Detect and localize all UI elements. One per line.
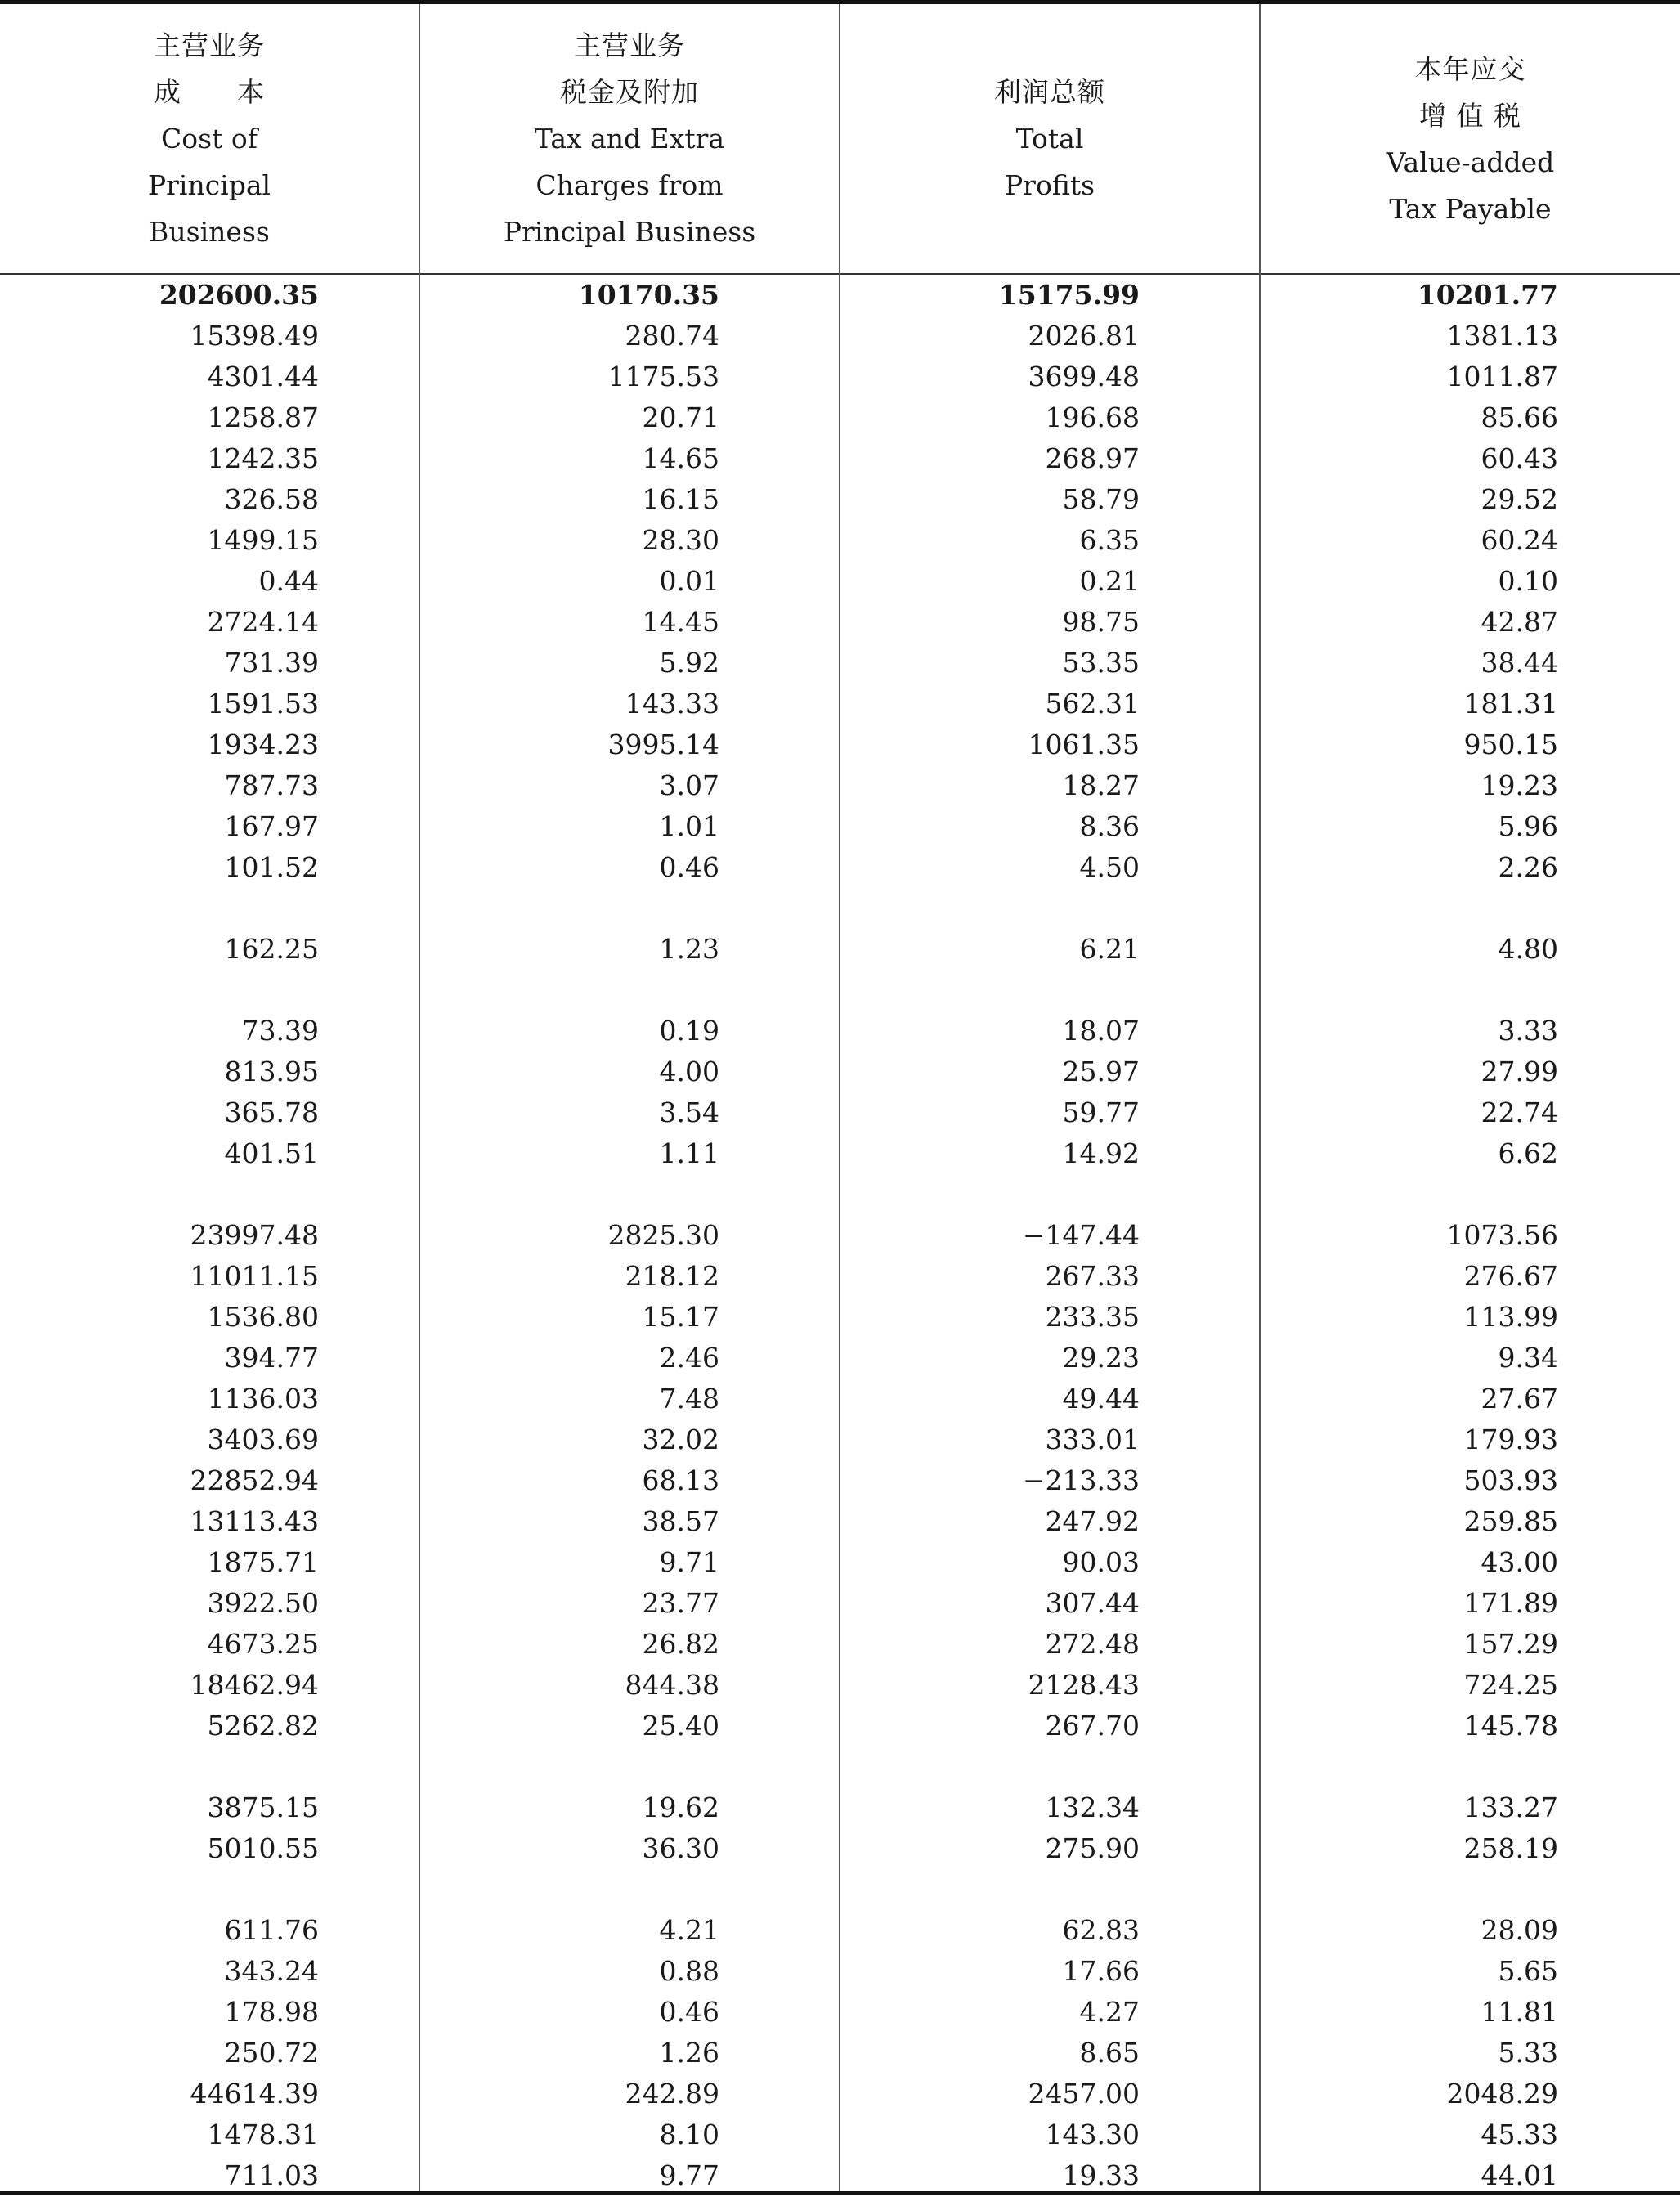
cell-vat: 950.15 [1463,729,1558,760]
cell-tax: 0.19 [659,1015,719,1047]
cell-cost: 23997.48 [190,1219,319,1251]
table-row [0,438,1680,479]
header-zh-line: 税金及附加 [560,76,699,108]
table-row [0,397,1680,438]
cell-tax: 242.89 [625,2078,719,2110]
cell-vat: 10201.77 [1417,279,1558,311]
cell-cost: 1258.87 [207,401,319,433]
table-row [0,806,1680,847]
header-en-line: Profits [1004,169,1095,201]
cell-cost: 1242.35 [207,442,319,474]
cell-tax: 2825.30 [607,1219,719,1251]
header-en-line: Cost of [161,123,258,155]
header-zh-line: 主营业务 [574,29,685,61]
header-zh-line: 利润总额 [994,76,1105,108]
cell-cost: 1934.23 [207,729,319,760]
cell-vat: 60.43 [1481,442,1558,474]
table-row [0,847,1680,888]
table-row [0,765,1680,806]
cell-tax: 14.65 [642,442,719,474]
cell-profit: 53.35 [1062,647,1140,679]
table-header [0,4,1680,273]
cell-vat: 113.99 [1463,1301,1558,1333]
table-row [0,724,1680,765]
cell-cost: 4301.44 [207,361,319,392]
cell-cost: 2724.14 [207,606,319,638]
cell-vat: 42.87 [1481,606,1558,638]
cell-profit: 14.92 [1062,1137,1140,1169]
cell-profit: 4.50 [1079,851,1140,883]
header-zh-line: 主营业务 [154,29,265,61]
cell-cost: 401.51 [224,1137,319,1169]
cell-cost: 73.39 [241,1015,319,1047]
cell-vat: 27.67 [1481,1383,1558,1415]
cell-tax: 19.62 [642,1791,719,1823]
cell-tax: 1.01 [659,810,719,842]
cell-tax: 1175.53 [607,361,719,392]
cell-cost: 5010.55 [207,1832,319,1864]
cell-profit: 307.44 [1045,1587,1140,1619]
table-row [0,356,1680,397]
cell-profit: 247.92 [1045,1505,1140,1537]
cell-profit: 8.65 [1079,2037,1140,2069]
cell-profit: 562.31 [1045,688,1140,720]
cell-tax: 4.00 [659,1056,719,1087]
cell-profit: 62.83 [1062,1914,1140,1946]
cell-vat: 43.00 [1481,1546,1558,1578]
header-zh-line: 本年应交 [1414,52,1526,85]
cell-tax: 7.48 [659,1383,719,1415]
cell-vat: 258.19 [1463,1832,1558,1864]
cell-cost: 13113.43 [190,1505,319,1537]
table-row [0,561,1680,602]
cell-vat: 503.93 [1463,1464,1558,1496]
cell-profit: 4.27 [1079,1996,1140,2028]
cell-tax: 280.74 [625,320,719,352]
cell-tax: 36.30 [642,1832,719,1864]
cell-vat: 38.44 [1481,647,1558,679]
header-cost-of-principal-business [0,4,419,273]
cell-tax: 3.07 [659,769,719,801]
cell-cost: 343.24 [224,1955,319,1987]
header-en-line: Total [1015,123,1084,155]
table-row [0,1011,1680,1051]
table-row [0,316,1680,356]
cell-cost: 162.25 [224,933,319,965]
cell-cost: 3922.50 [207,1587,319,1619]
header-en-line: Principal [147,169,271,201]
table-row [0,2033,1680,2074]
cell-profit: 196.68 [1045,401,1140,433]
cell-cost: 787.73 [224,769,319,801]
cell-tax: 4.21 [659,1914,719,1946]
cell-profit: 268.97 [1045,442,1140,474]
cell-vat: 19.23 [1481,769,1558,801]
cell-vat: 1381.13 [1446,320,1558,352]
cell-cost: 611.76 [224,1914,319,1946]
cell-vat: 6.62 [1498,1137,1558,1169]
header-zh-line: 成 本 [154,76,265,108]
table-row [0,1133,1680,1174]
table-row [0,1787,1680,1828]
table-row-total [0,275,1680,316]
table-row [0,1910,1680,1951]
cell-vat: 259.85 [1463,1505,1558,1537]
cell-tax: 1.23 [659,933,719,965]
cell-tax: 15.17 [642,1301,719,1333]
cell-tax: 1.11 [659,1137,719,1169]
cell-profit: 275.90 [1045,1832,1140,1864]
cell-vat: 28.09 [1481,1914,1558,1946]
cell-tax: 16.15 [642,483,719,515]
cell-profit: 143.30 [1045,2119,1140,2150]
cell-cost: 1591.53 [207,688,319,720]
cell-profit: 267.33 [1045,1260,1140,1292]
cell-profit: 3699.48 [1028,361,1140,392]
cell-profit: 8.36 [1079,810,1140,842]
table-row [0,1338,1680,1379]
cell-vat: 1073.56 [1446,1219,1558,1251]
table-row [0,1624,1680,1665]
table-row [0,602,1680,643]
cell-vat: 9.34 [1498,1342,1558,1374]
header-tax-and-extra-charges [420,4,839,273]
cell-tax: 28.30 [642,524,719,556]
cell-cost: 1536.80 [207,1301,319,1333]
cell-cost: 0.44 [258,565,319,597]
table-row [0,1419,1680,1460]
cell-cost: 167.97 [224,810,319,842]
cell-profit: 49.44 [1062,1383,1140,1415]
cell-cost: 22852.94 [190,1464,319,1496]
cell-vat: 133.27 [1463,1791,1558,1823]
cell-tax: 3.54 [659,1096,719,1128]
cell-profit: −147.44 [1022,1219,1140,1251]
cell-cost: 394.77 [224,1342,319,1374]
cell-profit: 18.27 [1062,769,1140,801]
table-row [0,1256,1680,1297]
cell-profit: 333.01 [1045,1424,1140,1455]
cell-profit: 1061.35 [1028,729,1140,760]
cell-vat: 4.80 [1498,933,1558,965]
header-en-line: Charges from [535,169,724,201]
table-row [0,1051,1680,1092]
cell-cost: 202600.35 [159,279,319,311]
header-en-line: Value-added [1386,146,1555,178]
cell-profit: 58.79 [1062,483,1140,515]
cell-tax: 1.26 [659,2037,719,2069]
cell-vat: 2048.29 [1446,2078,1558,2110]
cell-tax: 2.46 [659,1342,719,1374]
cell-tax: 0.01 [659,565,719,597]
table-row [0,1297,1680,1338]
cell-profit: 0.21 [1079,565,1140,597]
header-en-line: Tax and Extra [534,123,725,155]
table-row [0,520,1680,561]
table-row [0,1665,1680,1706]
cell-cost: 11011.15 [190,1260,319,1292]
header-en-line: Principal Business [503,216,756,248]
table-row [0,929,1680,970]
table-row [0,1215,1680,1256]
cell-vat: 1011.87 [1446,361,1558,392]
cell-vat: 171.89 [1463,1587,1558,1619]
cell-cost: 3875.15 [207,1791,319,1823]
cell-cost: 813.95 [224,1056,319,1087]
cell-vat: 2.26 [1498,851,1558,883]
cell-profit: 6.35 [1079,524,1140,556]
cell-profit: 15175.99 [998,279,1140,311]
cell-cost: 5262.82 [207,1710,319,1742]
cell-profit: 17.66 [1062,1955,1140,1987]
cell-tax: 143.33 [625,688,719,720]
cell-tax: 68.13 [642,1464,719,1496]
cell-profit: 272.48 [1045,1628,1140,1660]
cell-tax: 32.02 [642,1424,719,1455]
table-row [0,643,1680,684]
cell-cost: 1875.71 [207,1546,319,1578]
cell-profit: 233.35 [1045,1301,1140,1333]
cell-vat: 157.29 [1463,1628,1558,1660]
table-row [0,1992,1680,2033]
header-zh-line: 增 值 税 [1419,99,1521,132]
cell-tax: 8.10 [659,2119,719,2150]
cell-vat: 29.52 [1481,483,1558,515]
cell-vat: 5.33 [1498,2037,1558,2069]
cell-cost: 711.03 [224,2159,319,2191]
cell-profit: 19.33 [1062,2159,1140,2191]
cell-vat: 22.74 [1481,1096,1558,1128]
cell-vat: 724.25 [1463,1669,1558,1701]
cell-vat: 179.93 [1463,1424,1558,1455]
table-row [0,1583,1680,1624]
cell-profit: 18.07 [1062,1015,1140,1047]
cell-profit: 2457.00 [1028,2078,1140,2110]
cell-vat: 45.33 [1481,2119,1558,2150]
cell-profit: 267.70 [1045,1710,1140,1742]
cell-tax: 38.57 [642,1505,719,1537]
cell-cost: 101.52 [224,851,319,883]
cell-cost: 1136.03 [207,1383,319,1415]
cell-profit: 6.21 [1079,933,1140,965]
cell-cost: 178.98 [224,1996,319,2028]
cell-vat: 85.66 [1481,401,1558,433]
cell-cost: 15398.49 [190,320,319,352]
table-row [0,1542,1680,1583]
cell-cost: 3403.69 [207,1424,319,1455]
cell-cost: 1499.15 [207,524,319,556]
cell-tax: 9.77 [659,2159,719,2191]
cell-cost: 326.58 [224,483,319,515]
cell-cost: 365.78 [224,1096,319,1128]
table-row [0,479,1680,520]
cell-vat: 11.81 [1481,1996,1558,2028]
cell-tax: 5.92 [659,647,719,679]
cell-cost: 731.39 [224,647,319,679]
cell-profit: 29.23 [1062,1342,1140,1374]
table-row [0,1706,1680,1746]
table-row [0,1828,1680,1869]
cell-tax: 9.71 [659,1546,719,1578]
cell-cost: 44614.39 [190,2078,319,2110]
cell-vat: 181.31 [1463,688,1558,720]
cell-tax: 0.88 [659,1955,719,1987]
table-row [0,2114,1680,2155]
cell-vat: 276.67 [1463,1260,1558,1292]
cell-profit: 25.97 [1062,1056,1140,1087]
cell-profit: −213.33 [1022,1464,1140,1496]
cell-tax: 218.12 [625,1260,719,1292]
cell-tax: 23.77 [642,1587,719,1619]
cell-profit: 98.75 [1062,606,1140,638]
table-row [0,1379,1680,1419]
table-row [0,1501,1680,1542]
cell-vat: 3.33 [1498,1015,1558,1047]
cell-tax: 14.45 [642,606,719,638]
cell-tax: 844.38 [625,1669,719,1701]
cell-profit: 2026.81 [1028,320,1140,352]
table-row [0,2074,1680,2114]
cell-vat: 145.78 [1463,1710,1558,1742]
cell-vat: 44.01 [1481,2159,1558,2191]
cell-cost: 250.72 [224,2037,319,2069]
header-value-added-tax-payable [1261,4,1680,273]
cell-profit: 132.34 [1045,1791,1140,1823]
cell-tax: 26.82 [642,1628,719,1660]
table-row [0,1951,1680,1992]
cell-vat: 5.65 [1498,1955,1558,1987]
cell-vat: 5.96 [1498,810,1558,842]
cell-tax: 0.46 [659,1996,719,2028]
cell-vat: 60.24 [1481,524,1558,556]
cell-profit: 59.77 [1062,1096,1140,1128]
cell-tax: 10170.35 [578,279,719,311]
table-row [0,1092,1680,1133]
header-en-line: Tax Payable [1389,192,1552,225]
cell-vat: 27.99 [1481,1056,1558,1087]
header-en-line: Business [149,216,270,248]
cell-profit: 90.03 [1062,1546,1140,1578]
cell-cost: 18462.94 [190,1669,319,1701]
cell-tax: 0.46 [659,851,719,883]
cell-tax: 20.71 [642,401,719,433]
table-row [0,684,1680,724]
header-total-profits [840,4,1259,273]
table-row [0,2155,1680,2196]
table-row [0,1460,1680,1501]
cell-vat: 0.10 [1498,565,1558,597]
cell-tax: 25.40 [642,1710,719,1742]
cell-profit: 2128.43 [1028,1669,1140,1701]
cell-cost: 4673.25 [207,1628,319,1660]
cell-tax: 3995.14 [607,729,719,760]
cell-cost: 1478.31 [207,2119,319,2150]
